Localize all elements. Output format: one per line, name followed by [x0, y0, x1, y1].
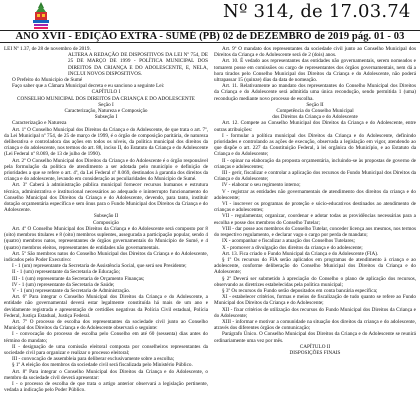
section-heading: CAPÍTULO II	[299, 343, 331, 350]
left-column	[4, 46, 208, 393]
paragraph: ALTERA A REDAÇÃO DE DISPOSITIVOS DA LEI Nº 754, DE 25 DE MARÇO DE 1999 - POLÍTICA MUNICIPAL DOS DIREITOS DA CRIANÇA E DO ADOLESCENTE, E, NELA, INCLUI NOVOS DISPOSITIVOS.	[68, 52, 208, 77]
masthead-rule-bottom	[0, 42, 420, 43]
paragraph: Caracterização e Natureza	[12, 120, 67, 127]
paragraph: Art. 3º Caberá à administração pública municipal fornecer recursos humanos e estrutura técnica, administrativa e institucional necessários ao adequado e ininterrupto funcionamento do Conselho Municipal dos Direitos da Criança e do Adolescente, devendo, para tanto, instituir dotação orçamentária específica e sem ônus para o Fundo Municipal dos Direitos da Criança e do Adolescente.	[4, 182, 208, 214]
section-heading: CONSELHO MUNICIPAL DOS DIREITOS DA CRIANÇA E DO ADOLESCENTE	[17, 95, 195, 102]
paragraph: Art. 1º O Conselho Municipal dos Direitos da Criança e do Adolescente, de que trata o art. 7º, da Lei Municipal nº 754, de 25 de março de 1999, é o órgão de composição paritária, de natureza deliberativa e controladora das ações em todos os níveis, da política municipal dos direitos da criança e do adolescente, nos termos do art. 88, inciso II, do Estatuto da Criança e do Adolescente (Lei Federal nº 8.069, de 13 de julho de 1990).	[4, 126, 208, 158]
paragraph: Art. 12. Compete ao Conselho Municipal dos Direitos da Criança e do Adolescente, entre outras atribuições:	[214, 120, 416, 133]
paragraph: § 1º Os recursos do FIA serão aplicados em programas de atendimento à criança e ao adolescente, conforme deliberação do Conselho Municipal dos Direitos da Criança e do Adolescente;	[214, 256, 416, 276]
section-heading: CAPÍTULO I	[91, 89, 121, 96]
paragraph: LEI Nº 1.37, de 28 de novembro de 2019.	[4, 46, 91, 52]
paragraph: II - opinar na elaboração da proposta orçamentária, incluindo-se às propostas de governo de crianças e adolescentes;	[214, 157, 416, 170]
paragraph: VIII - dar posse aos membros do Conselho Tutelar, conceder licença aos mesmos, nos termos do respectivo regulamento, e declarar vago o cargo por perda de mandato;	[214, 225, 416, 239]
paragraph: IX - acompanhar e fiscalizar a atuação dos Conselhos Tutelares;	[222, 238, 355, 245]
paragraph: II - 1 (um) representante da Secretaria de Educação;	[12, 269, 121, 276]
section-heading: dos Direitos da Criança e do Adolescente	[272, 114, 358, 121]
right-column	[214, 46, 416, 356]
paragraph: IV - elaborar o seu regimento interno;	[222, 182, 301, 189]
paragraph: Art. 5º São membros natos do Conselho Municipal dos Direitos da Criança e do Adolescente, indicados pelo Poder Executivo:	[4, 250, 208, 263]
paragraph: Art. 10. É vedado aos representantes das entidades não governamentais, serem nomeados e tomarem posse em comissões ou cargo de representantes dos órgãos governamentais, nem dá a hora tirados pelo Conselho Municipal dos Direitos da Criança e do Adolescente, não poderá ultrapassar 15 (quinze) dias da data de nomeação.	[214, 58, 416, 84]
paragraph: Art. 2º O Conselho Municipal dos Direitos da Criança e do Adolescente é o órgão responsável pela formulação da política de atendimento a ser adotada pelo município e definição de prioridades a que se refere o art. 4º, da Lei Federal nº 8.069, destinados à garantia dos direitos da criança e do adolescente, levando em consideração as peculiaridades do Município de Sumé.	[4, 157, 208, 183]
section-heading: Seção II	[306, 101, 324, 108]
paragraph: § 2º Deverá ser submetido à apreciação do Conselho o plano de aplicação dos recursos, observando as diretrizes estabelecidas pela política municipal;	[214, 275, 416, 288]
paragraph: Art. 6º Para integrar o Conselho Municipal dos Direitos da Criança e do Adolescente, a entidade não governamental deverá estar legalmente constituída há mais de um ano e devidamente registrada e apresentação de certidões negativas da Polícia Civil estadual, Polícia Federal, Justiça Estadual, Justiça Federal.	[4, 294, 208, 319]
paragraph: V - registrar as entidades não governamentais de atendimento dos direitos da criança e do adolescente;	[214, 188, 416, 201]
paragraph: O Prefeito do Município de Sumé	[12, 77, 83, 84]
paragraph: XI - estabelecer critérios, formas e meios de fiscalização de tudo quanto se refere ao Fundo Municipal dos Direitos da Criança e do Adolescente;	[214, 294, 416, 307]
paragraph: III - 1 (um) representante da Secretaria de Orçamento Finanças;	[12, 275, 145, 282]
section-heading: DISPOSIÇÕES FINAIS	[289, 349, 341, 356]
paragraph: XIII - informar e motivar a comunidade na situação dos direitos da criança e do adolescente, através dos diferentes órgãos de comunicação;	[214, 318, 416, 332]
paragraph: Art. 11. Relativamente ao mandato dos representantes do Conselho Municipal dos Direitos da Criança e do Adolescente será admitida uma única recondução, sendo permitida 1 (uma) recondução mediante novo processo de escolha.	[214, 83, 416, 102]
paragraph: IV - 1 (um) representante da Secretaria de Saúde;	[12, 281, 115, 288]
edition-number: Nº 314, de 17.03.74	[223, 1, 411, 22]
section-heading: Seção I	[98, 101, 114, 108]
paragraph: I - 1 (um) representante da Secretaria de Assistência Social, que será seu Presidente;	[12, 263, 187, 270]
section-heading: Competência do Conselho Municipal	[276, 108, 354, 115]
section-heading: Caracterização, Natureza e Composição	[64, 108, 148, 115]
paragraph: Parágrafo Único. O Conselho Municipal dos Direitos da Criança e do Adolescente se reunirá ordinariamente uma vez por mês.	[214, 331, 416, 344]
paragraph: § 1º A eleição dos membros da sociedade civil será fiscalizada pelo Ministério Público.	[12, 362, 193, 369]
section-heading: Subseção II	[93, 213, 119, 220]
paragraph: XII - fixar critérios de utilização dos recursos do Fundo Municipal dos Direitos da Criança e do Adolescente;	[214, 306, 416, 319]
paragraph: § 3º Os recursos do Fundo serão depositados em conta bancária específica;	[222, 287, 378, 294]
paragraph: Art. 4º O Conselho Municipal dos Direitos da Criança e do Adolescente será composto por 8 (oito) membros titulares e 8 (oito) membros suplentes, assegurada a participação popular, sendo 4 (quatro) membros natos, representantes de órgãos governamentais do Município de Sumé, e 4 (quatro) membros eleitos, representantes de entidades não governamentais.	[4, 225, 208, 251]
edition-line: ANO XVII - EDIÇÃO EXTRA - SUMÉ (PB) 02 de DEZEMBRO de 2019 pág. 01 - 03	[15, 31, 405, 42]
paragraph: I - convocação do processo de escolha pelo Conselho em até 60 (sessenta) dias antes do término do mandato;	[4, 331, 208, 344]
paragraph: I - o processo de escolha de que trata o artigo anterior observará a legislação pertinente, vedada a indicação pelo Poder Público.	[4, 380, 208, 394]
section-heading: Composição	[93, 219, 119, 226]
paragraph: VII - regulamentar, organizar, coordenar e adotar todas as providências necessárias para a escolha e posse dos membros do Conselho Tutelar;	[214, 213, 416, 226]
paragraph: Faço saber que a Câmara Municipal decreta e eu sanciono a seguinte Lei:	[12, 83, 165, 90]
paragraph: III - convocação de assembleia para deliberar exclusivamente sobre a escolha;	[12, 356, 175, 363]
paragraph: III - gerir, fiscalizar e controlar a aplicação dos recursos do Fundo Municipal dos Direitos da Criança e do Adolescente;	[214, 170, 416, 183]
paragraph: VI - inscrever os programas de proteção e sócio-educativos destinados ao atendimento de crianças e adolescentes;	[214, 201, 416, 214]
paragraph: I - formular a política municipal dos Direitos da Criança e do Adolescente, definindo prioridades e controlando as ações de execução, observada a legislação em vigor, atendendo ao que dispõe o art. 227 da Constituição Federal, à lei orgânica do Município, e ao Estatuto da Criança e do Adolescente;	[214, 132, 416, 158]
paragraph: V - 1 (um) representante da Secretaria de Administração.	[12, 287, 131, 294]
paragraph: X - promover a divulgação dos direitos da criança e do adolescente;	[222, 244, 363, 251]
paragraph: II - designação de uma comissão eleitoral composta por conselheiros representantes da sociedade civil para organizar e realizar o processo eleitoral;	[4, 343, 208, 356]
paragraph: Art. 8º Para integrar o Conselho Municipal dos Direitos da Criança e do Adolescente, o membro da sociedade civil deverá apresentar:	[4, 368, 208, 381]
paragraph: Art. 7º O processo de escolha dos representantes da sociedade civil junto ao Conselho Municipal dos Direitos da Criança e do Adolescente observará o seguinte:	[4, 318, 208, 332]
section-heading: Subseção I	[94, 114, 118, 121]
paragraph: Art. 9º O mandato dos representantes da sociedade civil junto ao Conselho Municipal dos Direitos da Criança e do Adolescente será de 2 (dois) anos.	[214, 46, 416, 59]
municipal-logo-icon	[30, 1, 52, 33]
paragraph: Art. 13. Fica criado o Fundo Municipal da Criança e do Adolescente (FIA).	[222, 250, 379, 257]
